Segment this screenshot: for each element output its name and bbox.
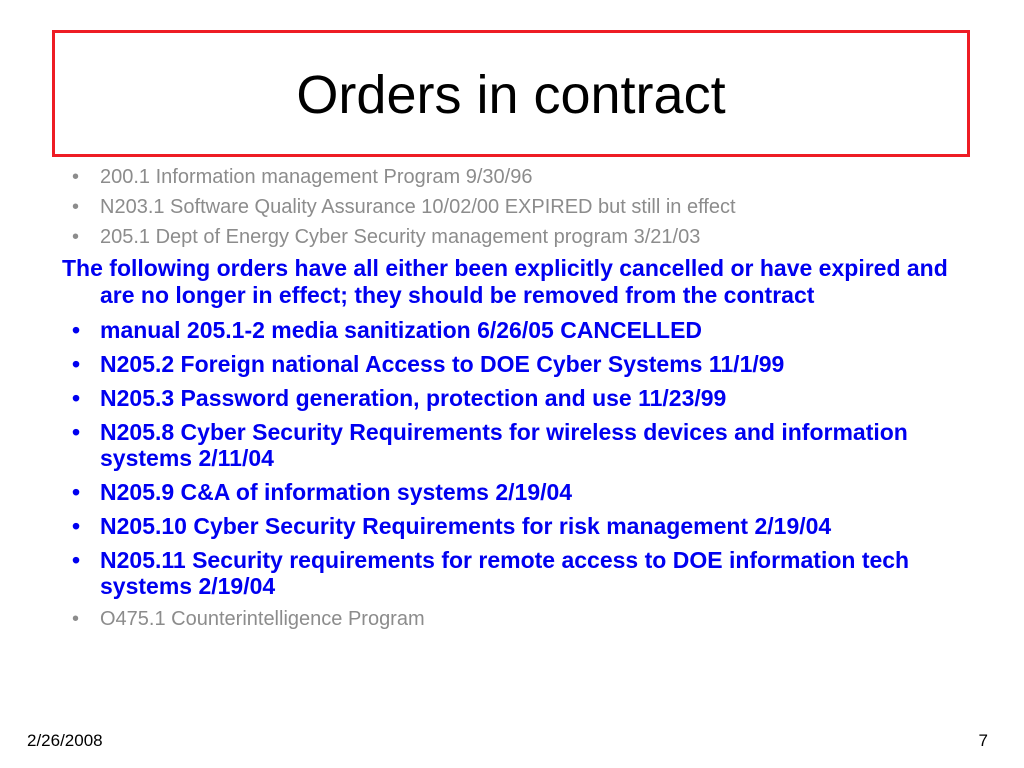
bullet-icon: • [72,351,81,377]
removed-orders-intro: The following orders have all either been explicitly cancelled or have expired and are no longer in effect; they should be removed from the contract [62,255,948,308]
removed-order-text: N205.9 C&A of information systems 2/19/04 [100,479,573,505]
title-box [52,30,970,157]
removed-order-text: N205.3 Password generation, protection and use 11/23/99 [100,385,727,411]
list-item-active-order [62,195,972,219]
bullet-icon: • [72,479,81,505]
list-item-removed-order [62,547,972,599]
list-item-removed-order [62,351,972,377]
footer-page-number: 7 [978,731,988,750]
slide-content [62,165,972,637]
list-item-active-order [62,225,972,249]
bullet-icon: • [72,547,81,573]
footer-date: 2/26/2008 [27,731,103,750]
bullet-icon: • [72,196,80,218]
list-item-removed-order [62,419,972,471]
removed-order-text: N205.10 Cyber Security Requirements for risk management 2/19/04 [100,513,832,539]
bullet-icon: • [72,385,81,411]
slide-title: Orders in contract [296,64,726,125]
list-item-removed-order [62,479,972,505]
list-item-other-order [62,607,972,631]
bullet-icon: • [72,419,81,445]
active-order-text: 200.1 Information management Program 9/30/96 [100,166,533,188]
bullet-icon: • [72,608,80,630]
bullet-icon: • [72,317,81,343]
removed-order-text: N205.8 Cyber Security Requirements for wireless devices and information systems 2/11/04 [100,419,908,471]
bullet-icon: • [72,513,81,539]
removed-order-text: manual 205.1-2 media sanitization 6/26/05 CANCELLED [100,317,703,343]
list-item-removed-order [62,385,972,411]
removed-order-text: N205.2 Foreign national Access to DOE Cyber Systems 11/1/99 [100,351,785,377]
other-order-text: O475.1 Counterintelligence Program [100,608,425,630]
list-item-removed-order [62,317,972,343]
list-item-active-order [62,165,972,189]
bullet-icon: • [72,226,80,248]
list-item-removed-order [62,513,972,539]
active-order-text: 205.1 Dept of Energy Cyber Security management program 3/21/03 [100,226,701,248]
bullet-icon: • [72,166,80,188]
active-order-text: N203.1 Software Quality Assurance 10/02/00 EXPIRED but still in effect [100,196,736,218]
removed-order-text: N205.11 Security requirements for remote access to DOE information tech systems 2/19/04 [100,547,910,599]
